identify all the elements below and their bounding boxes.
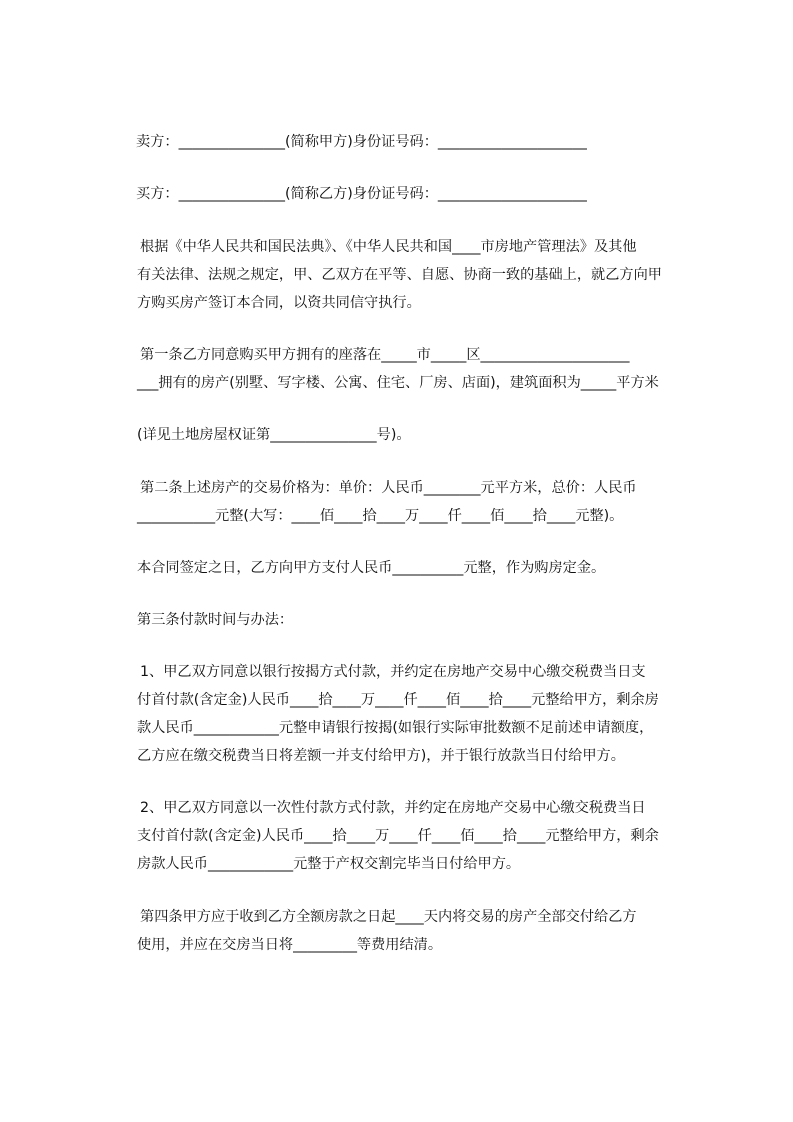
article3-title: 第三条付款时间与办法： — [137, 612, 294, 628]
article3-item2-line-1: 2、甲乙双方同意以一次性付款方式付款，并约定在房地产交易中心缴交税费当日 — [140, 800, 646, 816]
article4-line-1: 第四条甲方应于收到乙方全额房款之日起____天内将交易的房产全部交付给乙方 — [140, 909, 637, 925]
article4-line-2: 使用，并应在交房当日将_________等费用结清。 — [137, 937, 443, 953]
article2-line-2: ___________元整(大写：____佰____拾____万____仟____佰____拾____元整)。 — [137, 508, 624, 524]
article1-line-1: 第一条乙方同意购买甲方拥有的座落在_____市_____区_____________________ — [140, 347, 630, 363]
article3-item2-line-2: 支付首付款(含定金)人民币____拾____万____仟____佰____拾____元整给甲方，剩余 — [137, 828, 659, 844]
article3-item2-line-3: 房款人民币____________元整于产权交割完毕当日付给甲方。 — [137, 856, 521, 872]
article2-line-1: 第二条上述房产的交易价格为：单价：人民币________元平方米，总价：人民币 — [140, 480, 637, 496]
article3-item1-line-3: 款人民币____________元整申请银行按揭(如银行实际审批数额不足前述申请额度， — [137, 720, 654, 736]
article1-cert-line: (详见土地房屋权证第_______________号)。 — [137, 427, 411, 443]
preamble-line-1: 根据《中华人民共和国民法典》、《中华人民共和国____市房地产管理法》及其他 — [140, 239, 637, 255]
preamble-line-2: 有关法律、法规之规定，甲、乙双方在平等、自愿、协商一致的基础上，就乙方向甲 — [137, 267, 662, 283]
buyer-line: 买方：_______________(简称乙方)身份证号码：_____________________ — [136, 186, 587, 202]
seller-line: 卖方：_______________(简称甲方)身份证号码：_____________________ — [136, 134, 587, 150]
deposit-line: 本合同签定之日，乙方向甲方支付人民币__________元整，作为购房定金。 — [137, 560, 606, 576]
preamble-line-3: 方购买房产签订本合同，以资共同信守执行。 — [137, 295, 421, 311]
article1-line-2: ___拥有的房产(别墅、写字楼、公寓、住宅、厂房、店面)，建筑面积为_____平方米 — [137, 375, 659, 391]
article3-item1-line-2: 付首付款(含定金)人民币____拾____万____仟____佰____拾____元整给甲方，剩余房 — [137, 692, 659, 708]
article3-item1-line-4: 乙方应在缴交税费当日将差额一并支付给甲方)，并于银行放款当日付给甲方。 — [137, 748, 625, 764]
article3-item1-line-1: 1、甲乙双方同意以银行按揭方式付款，并约定在房地产交易中心缴交税费当日支 — [140, 664, 646, 680]
